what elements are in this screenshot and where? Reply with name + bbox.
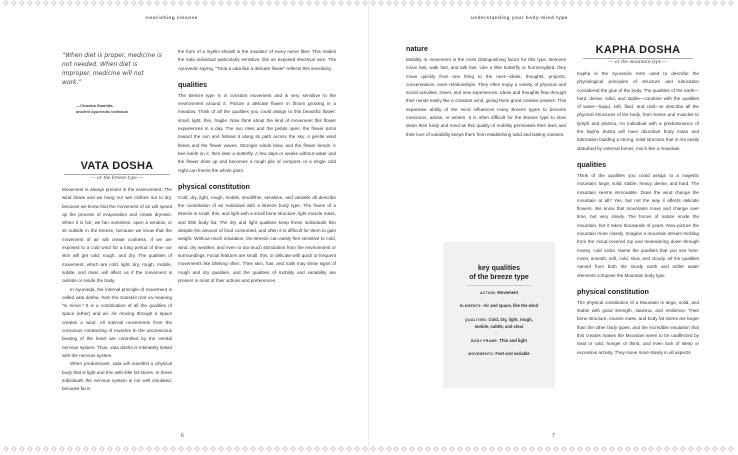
body-frame-value: Thin and light xyxy=(499,338,527,343)
qualities-value-1: Cold, dry, light, rough, xyxy=(488,317,533,322)
kapha-physical-paragraph: The physical constitution of a Mountain is large, solid, and stable with good strength, stamina, and resilience. Their bone structure, muscle mass, and body fat stores are larger than the other body types, and the incredible insulation that this creates makes the Mountain seem to be unaffected by heat or cold, hunger or thirst, and even lack of sleep or excessive activity. They move more slowly in all aspects xyxy=(577,299,699,355)
qualities-heading-kapha: qualities xyxy=(577,159,607,169)
left-page-column-2 xyxy=(178,48,336,285)
key-qualities-title-line-1: key qualities xyxy=(477,265,521,272)
physical-constitution-heading-kapha: physical constitution xyxy=(577,286,649,296)
elements-label: ELEMENTS: xyxy=(459,304,483,308)
action-value: Movement xyxy=(497,290,518,295)
nature-paragraph: Mobility or movement is the most distinguishing factor for this type. Breezes move fast, walk fast, and talk fast. Like a little butterfly or hummingbird, they move quickly from one thing to the next—ideas, thoughts, projects, conversations, even relationships. They often enjoy a variety of physical and social activities, travel, and new experiences. Ideas and thoughts flow through their minds easily like a constant wind, giving them great creative powers. This expansive ability of the mind influences many Breeze types to become musicians, artists, or writers. It is often difficult for the Breeze type to slow down their body and mind as this quality of mobility permeates their lives and their love of variability keeps them from establishing solid and lasting routines. xyxy=(406,57,566,137)
qualities-value-2: mobile, subtle, and clear xyxy=(474,323,524,329)
key-elements-row xyxy=(449,303,549,310)
attribution-line-2: ancient Ayurvedic textbook xyxy=(76,109,128,114)
qualities-heading-vata: qualities xyxy=(178,79,208,89)
kapha-qualities-paragraph: Think of the qualities you could assign to a majestic mountain: large, solid, stable, heavy, dense, and hard. The mountain seems immovable. Does the wind change the mountain at all? Yes, but not the way it affects delicate flowers. We know that mountains move and change over time, but very slowly. The forces of nature erode the mountain, but it takes thousands of years. Now picture the mountain more closely. Imagine a mountain stream trickling from the cloud-covered top and meandering down through mossy, cold rocks. Name the qualities that you see here: moist, smooth, soft, cold, slow, and cloudy. All the qualities named from both the sturdy earth and softer water elements compose the Mountain body type. xyxy=(577,172,699,278)
page-number-left: 6 xyxy=(181,433,184,439)
attribution-line-1: —Charaka Samhita, xyxy=(76,103,114,108)
key-movements-row xyxy=(449,351,549,358)
body-frame-label: BODY FRAME: xyxy=(471,339,499,343)
key-qualities-title-line-2: of the breeze type xyxy=(469,274,529,281)
page-number-right: 7 xyxy=(552,433,555,439)
vata-physical-paragraph: Cold, dry, light, rough, mobile, small/thin, sensitive, and variable all describe the constitution of an individual with a Breeze body type. The frame of a Breeze is small, thin, and light with a small bone structure, light muscle mass, and little body fat. The dry and light qualities keep these individuals thin despite the amount of food consumed, and often it is difficult for them to gain weight. Without much insulation, the Breeze can easily feel sensitive to cold, wind, dry weather, and even to too much stimulation from the environment or surroundings. Facial features are small, thin, or delicate with quick or frequent movements like blinking often. Their skin, hair, and nails may show signs of rough and dry qualities, and the qualities of mobility and variability are present in most of their actions and preferences. xyxy=(178,194,336,283)
key-box-rule xyxy=(467,285,531,286)
kapha-dosha-subtitle: — or the mountain type — xyxy=(608,59,668,65)
vata-paragraph-1: Movement is always present in the environment. The wind blows and we hang our wet clothes out to dry, because we know that the movement of air will speed up the process of evaporation and create dryness. When it is hot, we fan ourselves, open a window, or sit outside in the breeze, because we know that the movement of air will create coolness. If we are exposed to a cold wind for a long period of time our skin will get cold, rough, and dry. The qualities of movement, which are cold, light, dry, rough, mobile, subtle, and clear, will affect us if the movement is outside or inside the body. xyxy=(62,187,172,284)
elements-value: Air and space, like the wind xyxy=(483,303,539,308)
key-action-row xyxy=(449,290,549,297)
movements-label: MOVEMENTS: xyxy=(468,352,495,356)
kapha-column xyxy=(577,70,699,357)
vata-body-column xyxy=(62,186,172,393)
epigraph-attribution xyxy=(76,103,156,115)
kapha-dosha-title: KAPHA DOSHA xyxy=(595,44,681,56)
movements-value: Fast and variable xyxy=(495,351,530,356)
vata-paragraph-3: When predominant, vata will manifest a physical body that is light and thin with little fat stores. In these individuals the nervous system is not well insulated, because fat in xyxy=(62,361,172,392)
kapha-intro-paragraph: Kapha is the Ayurvedic term used to describe the physiological principles of structure and lubrication considered the glue of the body. The qualities of the earth—hard, dense, solid, and stable—combine with the qualities of water—liquid, soft, fluid, and cold—to describe all the physical structures of the body, from bones and muscles to lymph and plasma. An individual with a predominance of the kapha dosha will have abundant body mass and lubrication building a strong, solid structure that is not easily disturbed by external forces, much like a mountain. xyxy=(577,71,699,151)
physical-constitution-heading-vata: physical constitution xyxy=(178,181,250,191)
vata-dosha-subtitle: — or the breeze type — xyxy=(90,175,144,181)
epigraph-quote: “When diet is proper, medicine is not needed. When diet is improper, medicine will not work.” xyxy=(62,52,162,86)
running-head-left: nourishing cleanse xyxy=(146,15,198,20)
key-qualities-box xyxy=(443,242,555,388)
key-qualities-row xyxy=(449,317,549,330)
action-label: ACTION: xyxy=(479,291,497,295)
nature-heading: nature xyxy=(406,44,428,53)
running-head-right: understanding your body-mind type xyxy=(471,15,568,20)
vata-qualities-paragraph: The Breeze type is in constant movement and is very sensitive to the environment around it. Picture a delicate flower in bloom growing in a meadow. Think of all the qualities you could assign to this beautiful flower: small, light, thin, fragile. Now think about the kind of movement this flower experiences in a day. The sun rises and the petals open, the flower turns toward the sun and follows it along its path across the sky. A gentle wind blows and the flower waves. Stronger winds blow, and the flower bends. A bee lands on it, then later a butterfly. A few days or weeks without water and the flower dries up and becomes a rough pile of compost, or a single cold night can freeze the whole plant. xyxy=(178,92,336,173)
key-qualities-title xyxy=(443,264,555,282)
vata-paragraph-2: In Ayurveda, the internal principle of movement is called vata dosha, from the Sanskrit root va meaning “to move.” It is a combination of all the qualities of space (ether) and air. Air moving through a space creates a wind. All internal movements from the conscious contracting of muscles to the unconscious beating of the heart are controlled by the central nervous system. Thus, vata dosha is intimately linked with the nervous system. xyxy=(62,286,172,358)
nature-column xyxy=(406,44,566,139)
vata-dosha-title: VATA DOSHA xyxy=(80,160,154,172)
key-body-frame-row xyxy=(449,338,549,345)
myelin-paragraph: the form of a myelin sheath is the insulator of every nerve fiber. This makes the vata individual particularly sensitive, like an exposed electrical wire. The Ayurvedic saying, “Treat a vata like a delicate flower” reflects this sensitivity. xyxy=(178,49,336,71)
qualities-label: QUALITIES: xyxy=(465,318,488,322)
